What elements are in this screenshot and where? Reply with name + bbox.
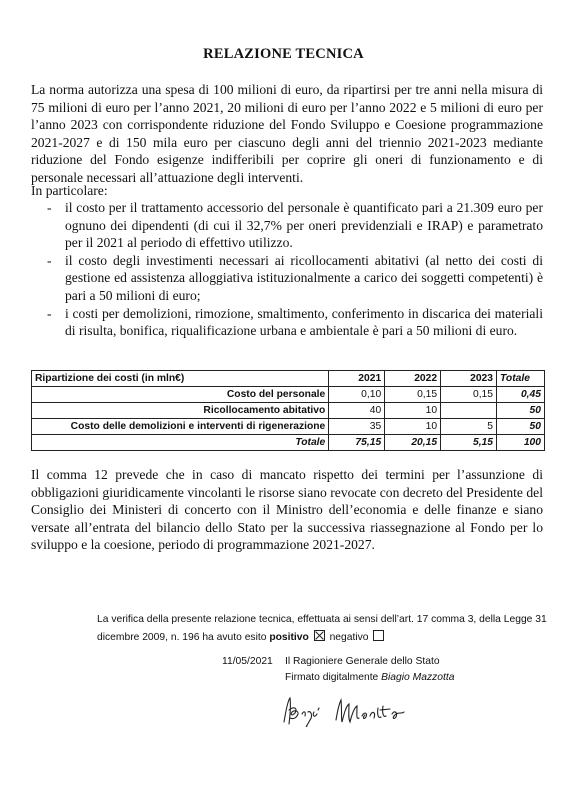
negative-label: negativo xyxy=(329,632,369,643)
row-total: 50 xyxy=(497,419,545,435)
table-row xyxy=(32,403,545,419)
bullet-marker: - xyxy=(47,252,52,268)
total-label: Totale xyxy=(32,435,329,451)
positive-checkbox-checked-icon xyxy=(314,630,325,641)
digital-signature-line xyxy=(285,670,454,686)
lead-text: In particolare: xyxy=(31,183,108,198)
intro-paragraph: La norma autorizza una spesa di 100 milioni di euro, da ripartirsi per tre anni nella misura di 75 milioni di euro per l’anno 2021, 20 milioni di euro per l’anno 2022 e 5 milioni di euro per l’anno 2023 con corrispondente riduzione del Fondo Sviluppo e Coesione programmazione 2021-2027 e di 150 mila euro per ciascuno degli anni del triennio 2021-2023 mediante riduzione del Fondo esigenze indifferibili per coprire gli oneri di funzionamento e di personale necessari all’attuazione degli interventi. xyxy=(31,82,543,185)
bullet-text: i costi per demolizioni, rimozione, smaltimento, conferimento in discarica dei materiali di risulta, bonifica, riqualificazione urbana e ambientale è pari a 50 milioni di euro. xyxy=(65,305,543,339)
total-total: 100 xyxy=(497,435,545,451)
bullet-text: il costo per il trattamento accessorio del personale è quantificato pari a 21.309 euro per ognuno dei dipendenti (di cui il 32,7% per oneri previdenziali e IRAP) e parametrato per il 2021 al periodo di effettivo utilizzo. xyxy=(65,200,543,251)
verification-text: La verifica della presente relazione tecnica, effettuata ai sensi dell’art. 17 comma 3, della Legge 31 dicembre 2009, n. 196 ha avuto esito xyxy=(97,614,547,643)
bullet-text: il costo degli investimenti necessari ai ricollocamenti abitativi (al netto dei costi di gestione ed assistenza alloggiativa istituzionalmente a carico dei soggetti competenti) è pari a 50 milioni di euro; xyxy=(65,252,543,303)
signer-role: Il Ragioniere Generale dello Stato xyxy=(285,656,440,667)
row-label: Costo del personale xyxy=(32,387,329,403)
document-title: RELAZIONE TECNICA xyxy=(203,46,364,62)
signed-prefix: Firmato digitalmente xyxy=(285,672,379,683)
cost-bullet-list xyxy=(31,199,543,340)
row-2023 xyxy=(441,403,497,419)
table-row xyxy=(32,387,545,403)
row-2021: 0,10 xyxy=(329,387,385,403)
table-header-2022: 2022 xyxy=(385,371,441,387)
row-2021: 35 xyxy=(329,419,385,435)
table-total-row xyxy=(32,435,545,451)
bullet-marker: - xyxy=(47,305,52,321)
table-header-2023: 2023 xyxy=(441,371,497,387)
table-header-2021: 2021 xyxy=(329,371,385,387)
row-2022: 10 xyxy=(385,419,441,435)
verification-note xyxy=(97,611,552,647)
row-2023: 5 xyxy=(441,419,497,435)
table-row xyxy=(32,419,545,435)
row-2023: 0,15 xyxy=(441,387,497,403)
negative-checkbox-empty-icon xyxy=(373,630,384,641)
total-2023: 5,15 xyxy=(441,435,497,451)
total-2022: 20,15 xyxy=(385,435,441,451)
bullet-item xyxy=(31,305,543,340)
signer-name: Biagio Mazzotta xyxy=(381,672,455,683)
comma-paragraph: Il comma 12 prevede che in caso di mancato rispetto dei termini per l’assunzione di obbligazioni giuridicamente vincolanti le risorse siano revocate con decreto del Presidente del Consiglio dei Ministeri di concerto con il Ministro dell’economia e delle finanze e siano versate all’entrata del bilancio dello Stato per la successiva riassegnazione al Fondo per lo sviluppo e la coesione, periodo di programmazione 2021-2027. xyxy=(31,467,543,553)
handwritten-signature xyxy=(278,692,428,734)
table-header-row xyxy=(32,371,545,387)
table-header-label: Ripartizione dei costi (in mln€) xyxy=(32,371,329,387)
bullet-item xyxy=(31,252,543,305)
bullet-marker: - xyxy=(47,200,52,215)
cost-breakdown-table xyxy=(31,370,545,451)
positive-label: positivo xyxy=(269,632,309,643)
row-2022: 10 xyxy=(385,403,441,419)
signature-date: 11/05/2021 xyxy=(222,656,273,667)
signature-block xyxy=(285,654,454,686)
row-2021: 40 xyxy=(329,403,385,419)
row-2022: 0,15 xyxy=(385,387,441,403)
bullet-item xyxy=(31,199,543,252)
row-label: Ricollocamento abitativo xyxy=(32,403,329,419)
row-total: 0,45 xyxy=(497,387,545,403)
total-2021: 75,15 xyxy=(329,435,385,451)
table-header-total: Totale xyxy=(497,371,545,387)
row-label: Costo delle demolizioni e interventi di rigenerazione xyxy=(32,419,329,435)
row-total: 50 xyxy=(497,403,545,419)
